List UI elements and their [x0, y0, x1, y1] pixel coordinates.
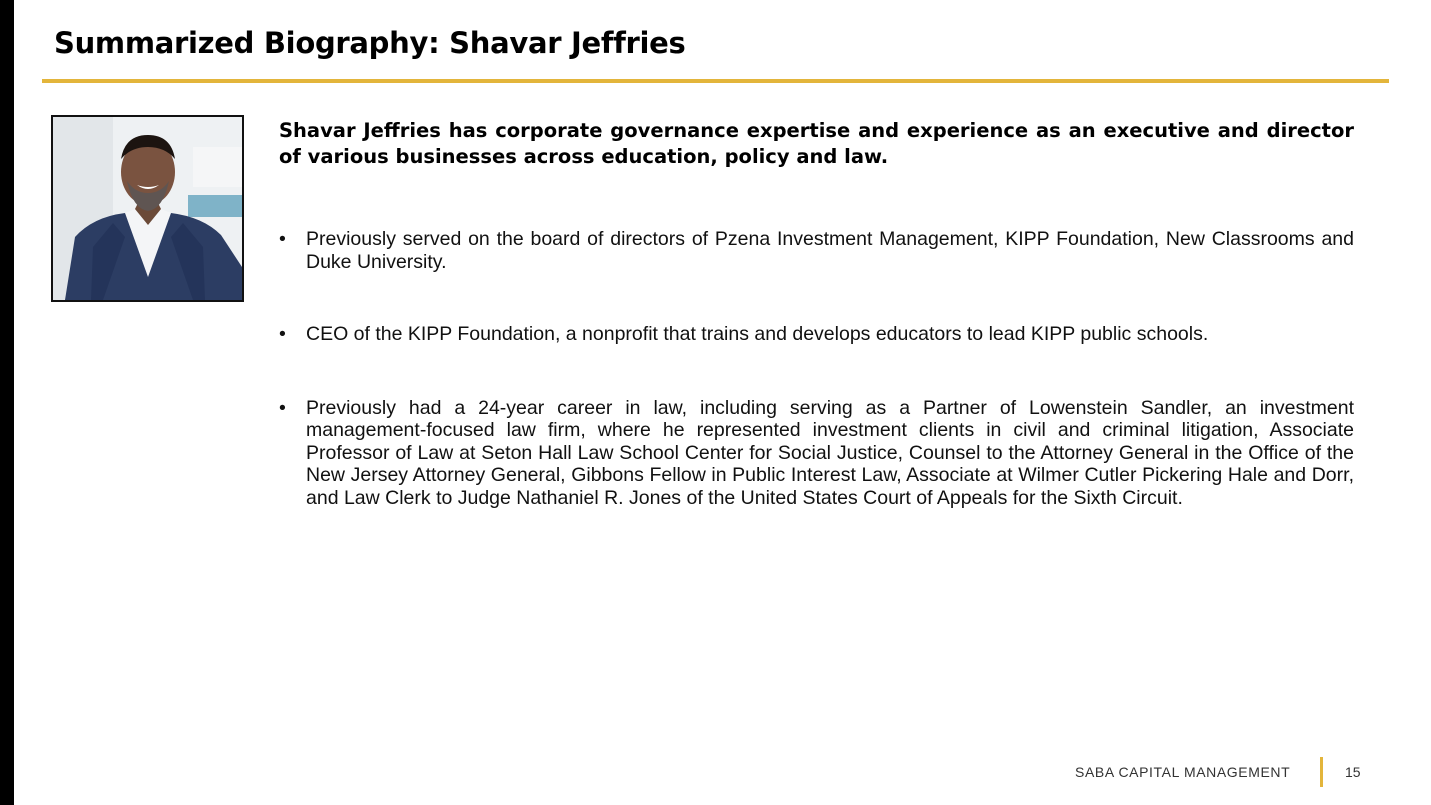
bullet-dot-icon: •	[279, 396, 286, 419]
bullet-text: Previously served on the board of directors of Pzena Investment Management, KIPP Foundation, New Classrooms and Duke University.	[306, 228, 1354, 273]
portrait-photo-icon	[53, 117, 242, 300]
footer-brand: SABA CAPITAL MANAGEMENT	[1075, 764, 1291, 780]
footer-divider	[1320, 757, 1323, 787]
biography-content	[279, 118, 1354, 509]
bullet-law-career	[279, 397, 1354, 510]
title-underline	[42, 79, 1389, 83]
biography-bullet-list	[279, 228, 1354, 509]
left-edge-bar	[0, 0, 14, 805]
bullet-text: Previously had a 24-year career in law, including serving as a Partner of Lowenstein Sandler, an investment management-focused law firm, where he represented investment clients in civil and criminal litigation, Associate Professor of Law at Seton Hall Law School Center for Social Justice, Counsel to the Attorney General in the Office of the New Jersey Attorney General, Gibbons Fellow in Public Interest Law, Associate at Wilmer Cutler Pickering Hale and Dorr, and Law Clerk to Judge Nathaniel R. Jones of the United States Court of Appeals for the Sixth Circuit.	[306, 396, 1354, 509]
bullet-ceo-role	[279, 323, 1354, 346]
bullet-dot-icon: •	[279, 228, 286, 250]
page-number: 15	[1345, 764, 1361, 780]
portrait-photo	[51, 115, 244, 302]
bullet-board-service	[279, 228, 1354, 273]
slide-title: Summarized Biography: Shavar Jeffries	[54, 26, 686, 60]
bullet-dot-icon: •	[279, 323, 286, 345]
bullet-text: CEO of the KIPP Foundation, a nonprofit that trains and develops educators to lead KIPP public schools.	[306, 323, 1209, 345]
biography-lead: Shavar Jeffries has corporate governance expertise and experience as an executive and director of various businesses across education, policy and law.	[279, 119, 1354, 168]
